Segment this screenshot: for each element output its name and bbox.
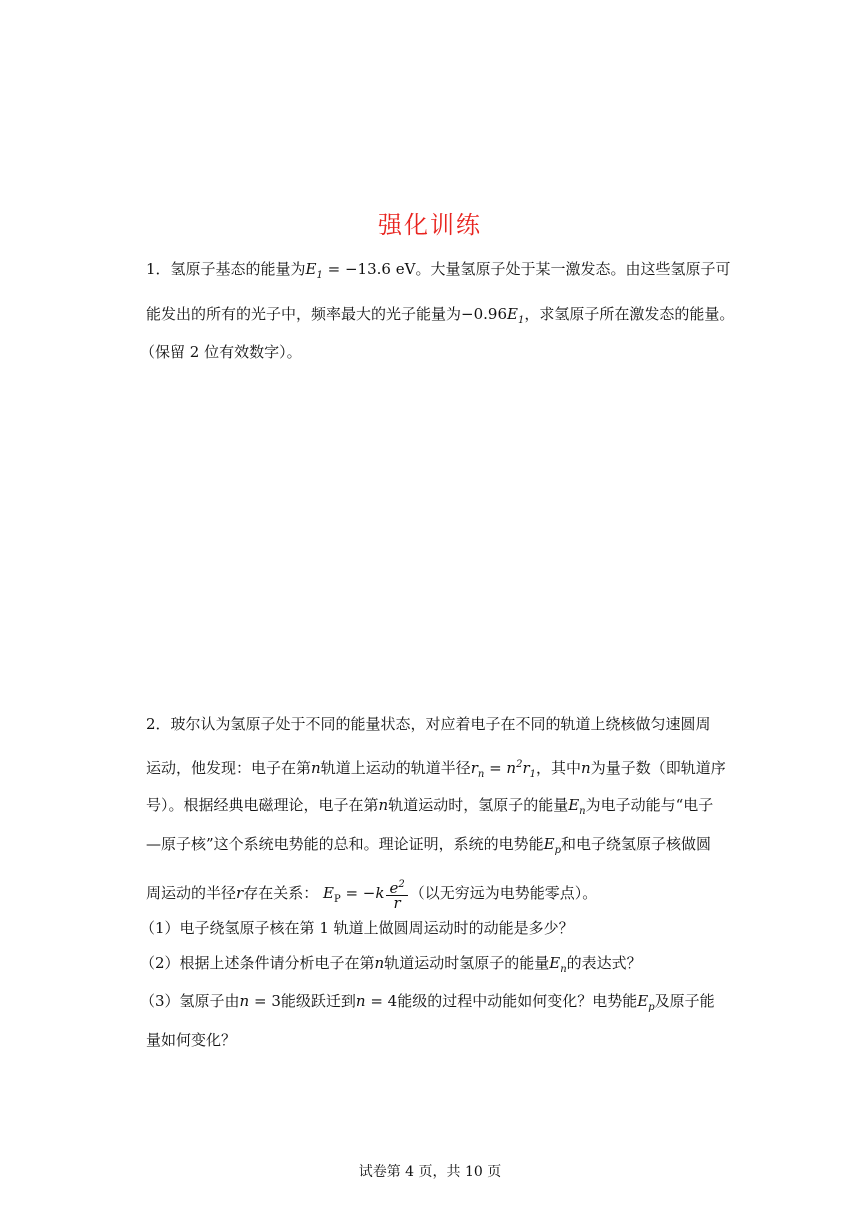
q2-text: 号）。根据经典电磁理论，电子在第 [146,796,379,814]
q1-line-2: 能发出的所有的光子中，频率最大的光子能量为$-0.96E_1$，求氢原子所在激发态的能量。 [146,305,735,326]
q1-line-1: 1．氢原子基态的能量为$E_1 = -13.6$ eV。大量氢原子处于某一激发态。由这些氢原子可 [146,260,731,281]
q2-line-4 [146,834,721,861]
page-footer: 试卷第 4 页，共 10 页 [358,1164,502,1180]
q2-text: 的表达式？ [566,954,642,972]
q2-text: （2）根据上述条件请分析电子在第 [140,954,375,972]
q2-text: 为电子动能与“电子 [585,796,714,814]
q2-math-n3: n [239,992,250,1010]
q2-text: 及原子能 [654,992,715,1010]
page-title: 强化训练 [378,211,482,239]
q2-line-3 [146,795,721,822]
q2-text: 运动，他发现：电子在第 [146,759,312,777]
q2-text: （3）氢原子由 [140,992,240,1010]
q2-text: 和电子绕氢原子核做圆 [561,835,712,853]
q2-sub-3: （3）氢原子由n = 3能级跃迁到n = 4能级的过程中动能如何变化？电势能$E_p$及原子能 [140,992,715,1013]
q2-math-n: n [311,759,321,777]
q2-line-5 [146,878,721,910]
q2-text: 能级跃迁到 [280,992,356,1010]
q2-math-r: r [236,884,244,902]
q2-text: 轨道上运动的轨道半径 [320,759,471,777]
q2-sub-2 [140,953,715,980]
q2-text: —原子核”这个系统电势能的总和。理论证明，系统的电势能 [146,835,544,853]
q2-line-1: 2．玻尔认为氢原子处于不同的能量状态，对应着电子在不同的轨道上绕核做匀速圆周 [146,715,711,733]
q2-text: 轨道运动时，氢原子的能量 [388,796,569,814]
q2-sub-1: （1）电子绕氢原子核在第 1 轨道上做圆周运动时的动能是多少？ [140,919,574,937]
q2-text: 为量子数（即轨道序 [590,759,726,777]
q1-math-ground-energy: $E_1$ [305,260,323,281]
q1-line-3: （保留 2 位有效数字）。 [140,343,302,361]
q2-math-energy-en: $E_n$ [568,796,586,817]
q2-math-radius-formula: $r_n = n^2r_1$ [470,759,537,780]
q2-text: 存在关系： [243,884,319,902]
q2-math-ep: $E_p$ [637,992,655,1013]
q2-math-n4: n [355,992,366,1010]
q2-line-2 [146,755,726,785]
q2-text: （以无穷远为电势能零点）。 [409,884,598,902]
q2-math-n: n [581,759,591,777]
q2-math-n: n [374,954,385,972]
q1-text: 。大量氢原子处于某一激发态。由这些氢原子可 [415,260,731,278]
q2-sub-3-cont: 量如何变化？ [146,1031,237,1049]
q1-text: 1．氢原子基态的能量为 [146,260,306,278]
q1-math-photon-energy: $E_1$ [506,305,525,326]
q2-text: 周运动的半径 [146,884,237,902]
q2-math-ep: $E_p$ [543,835,562,856]
q2-math-potential-formula: $E_P = -k$ $\frac{e^2}{r}$ [323,884,410,902]
q2-math-n: n [378,796,389,814]
q1-text: ，求氢原子所在激发态的能量。 [524,305,735,323]
q2-text: ，其中 [536,759,582,777]
q2-text: 能级的过程中动能如何变化？电势能 [397,992,638,1010]
q2-math-energy-en: $E_n$ [549,954,567,975]
q2-text: 轨道运动时氢原子的能量 [384,954,550,972]
q1-text: 能发出的所有的光子中，频率最大的光子能量为 [146,305,462,323]
